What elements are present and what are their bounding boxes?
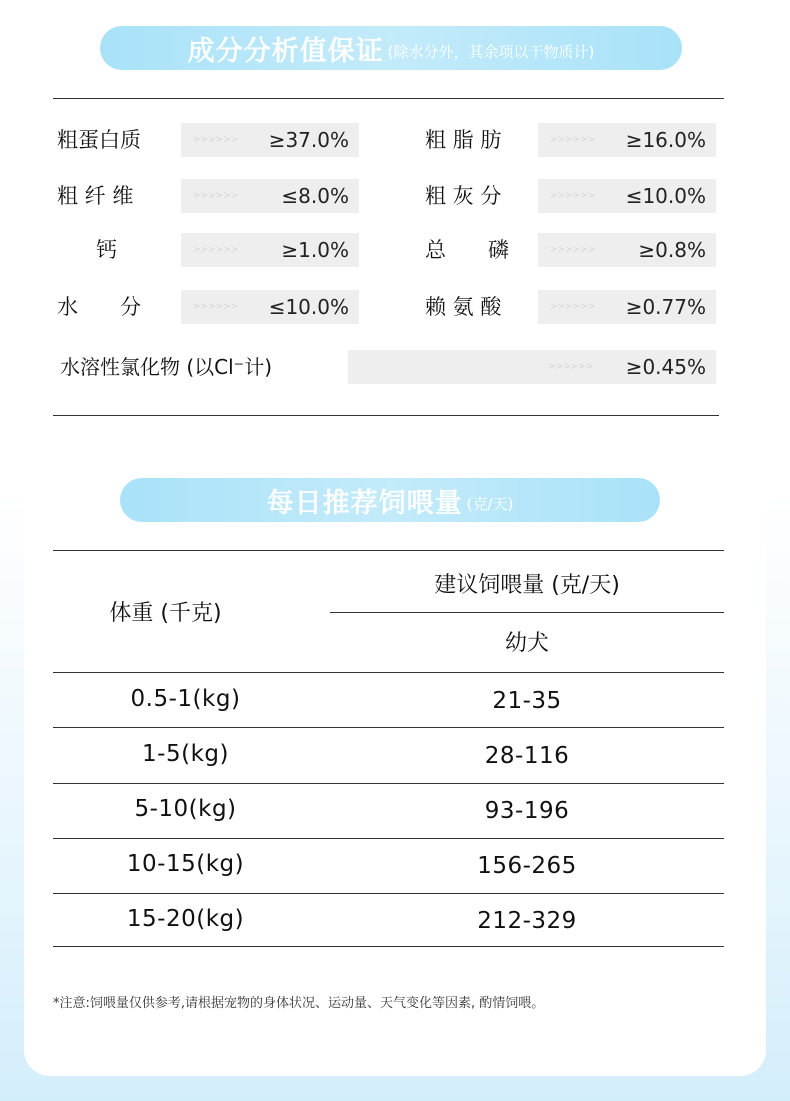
nutrient-label: 赖 氨 酸: [425, 295, 502, 319]
nutrient-value: ≤8.0%: [281, 184, 349, 208]
arrows-decoration: >>>>>>: [193, 245, 239, 255]
row-divider: [53, 893, 724, 894]
row-divider: [53, 783, 724, 784]
nutrient-value: ≥1.0%: [281, 238, 349, 262]
nutrient-value-bar: [348, 350, 716, 384]
nutrient-value: ≤10.0%: [625, 184, 706, 208]
analysis-subtitle: (除水分外，其余项以干物质计): [387, 42, 595, 61]
analysis-title: 成分分析值保证: [187, 35, 384, 67]
amount-cell: 212-329: [477, 908, 577, 934]
feeding-title: 每日推荐饲喂量: [266, 487, 463, 519]
nutrient-value-bar: [181, 290, 359, 324]
weight-cell: 10-15(kg): [126, 851, 245, 877]
weight-cell: 0.5-1(kg): [130, 686, 241, 712]
weight-cell: 5-10(kg): [134, 796, 237, 822]
arrows-decoration: >>>>>>: [550, 191, 596, 201]
nutrient-value-bar: [538, 179, 716, 213]
weight-cell: 15-20(kg): [126, 906, 245, 932]
header-weight: 体重 (千克): [109, 601, 222, 626]
header-stage: 幼犬: [504, 631, 549, 656]
amount-cell: 28-116: [484, 743, 570, 769]
amount-cell: 21-35: [492, 688, 562, 714]
nutrient-label: 水溶性氯化物 (以Cl⁻计): [60, 355, 273, 379]
nutrient-value-bar: [538, 123, 716, 157]
table-bottom-border: [53, 946, 724, 947]
header-subdivider: [330, 612, 724, 613]
arrows-decoration: >>>>>>: [550, 302, 596, 312]
nutrient-label: 钙: [96, 238, 117, 262]
analysis-top-divider: [53, 98, 724, 99]
nutrient-value-bar: [181, 179, 359, 213]
nutrient-value-bar: [181, 233, 359, 267]
nutrient-value: ≥16.0%: [625, 128, 706, 152]
arrows-decoration: >>>>>>: [193, 302, 239, 312]
arrows-decoration: >>>>>>: [193, 191, 239, 201]
nutrient-label: 总 磷: [425, 238, 509, 262]
nutrient-value: ≥0.45%: [625, 355, 706, 379]
nutrient-label: 粗 纤 维: [57, 184, 134, 208]
amount-cell: 93-196: [484, 798, 570, 824]
nutrient-value: ≥0.77%: [625, 295, 706, 319]
nutrient-label: 水 分: [57, 295, 141, 319]
table-top-border: [53, 550, 724, 551]
nutrient-value-bar: [538, 290, 716, 324]
nutrient-label: 粗蛋白质: [57, 128, 141, 152]
arrows-decoration: >>>>>>: [550, 245, 596, 255]
arrows-decoration: >>>>>>: [550, 135, 596, 145]
amount-cell: 156-265: [477, 853, 577, 879]
nutrient-label: 粗 脂 肪: [425, 128, 502, 152]
feeding-note: *注意:饲喂量仅供参考,请根据宠物的身体状况、运动量、天气变化等因素, 酌情饲喂。: [53, 996, 545, 1011]
table-header-divider: [53, 672, 724, 673]
row-divider: [53, 838, 724, 839]
feeding-subtitle: (克/天): [466, 494, 514, 513]
row-divider: [53, 727, 724, 728]
arrows-decoration: >>>>>>: [548, 362, 594, 372]
nutrient-value: ≤10.0%: [268, 295, 349, 319]
nutrient-label: 粗 灰 分: [425, 184, 502, 208]
header-recommend: 建议饲喂量 (克/天): [434, 573, 620, 598]
nutrient-value: ≥0.8%: [638, 238, 706, 262]
nutrient-value: ≥37.0%: [268, 128, 349, 152]
weight-cell: 1-5(kg): [142, 741, 229, 767]
nutrient-value-bar: [181, 123, 359, 157]
analysis-bottom-divider: [53, 415, 719, 416]
analysis-title-banner: [100, 26, 682, 70]
feeding-title-banner: [120, 478, 660, 522]
nutrient-value-bar: [538, 233, 716, 267]
arrows-decoration: >>>>>>: [193, 135, 239, 145]
